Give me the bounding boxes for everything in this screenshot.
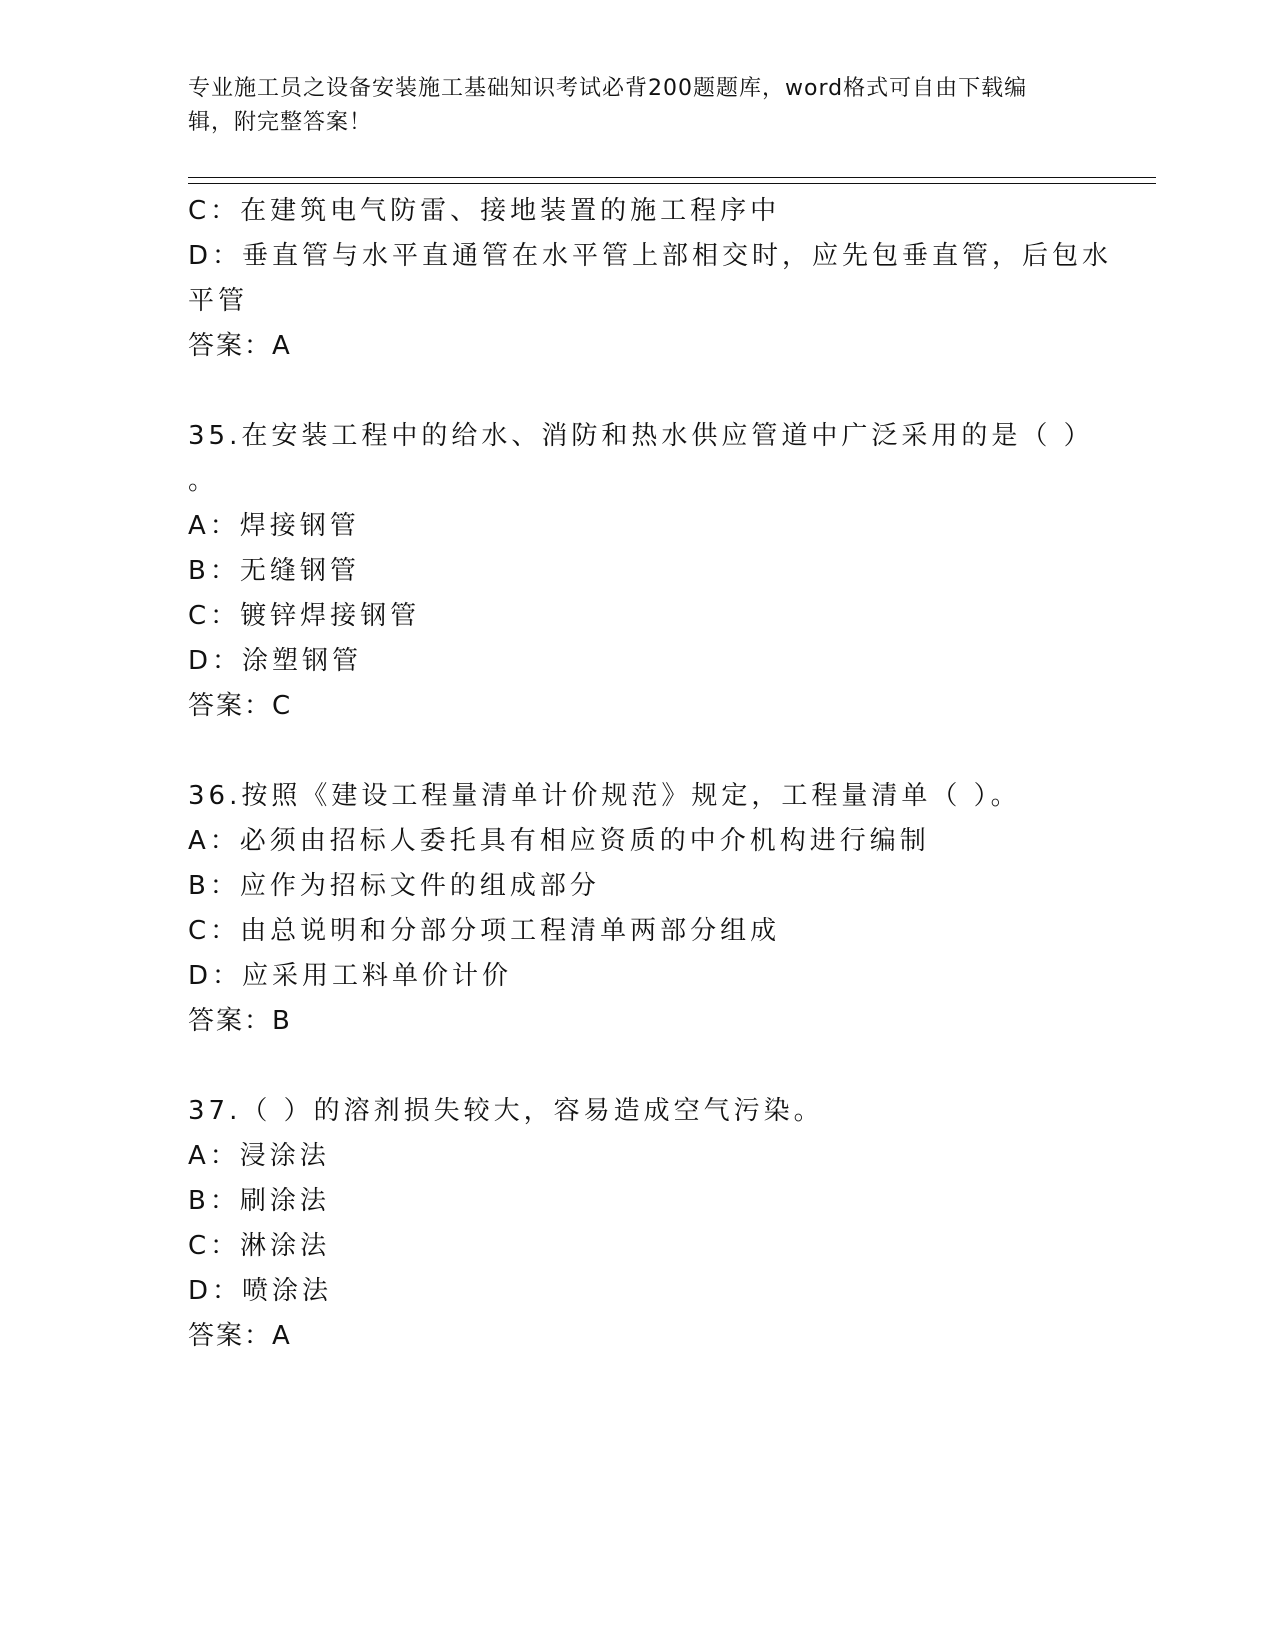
option-a: A：浸涂法: [188, 1141, 330, 1171]
header-divider-top: [188, 177, 1156, 178]
option-b: B：刷涂法: [188, 1186, 330, 1216]
question-37: [188, 1089, 1088, 1359]
previous-question-continuation: [188, 189, 1113, 369]
answer: 答案：A: [188, 331, 292, 361]
answer: 答案：C: [188, 691, 293, 721]
option-d: D：应采用工料单价计价: [188, 961, 513, 991]
option-c: C：镀锌焊接钢管: [188, 601, 421, 631]
question-stem: 37.（ ）的溶剂损失较大，容易造成空气污染。: [188, 1096, 824, 1126]
document-header: 专业施工员之设备安装施工基础知识考试必背200题题库，word格式可自由下载编辑，附完整答案！: [188, 76, 1028, 135]
option-b: B：应作为招标文件的组成部分: [188, 871, 600, 901]
option-d-continuation: 平管: [188, 286, 249, 316]
question-stem-continuation: 。: [188, 466, 219, 496]
question-35: [188, 414, 1094, 729]
option-a: A：焊接钢管: [188, 511, 360, 541]
option-c: C：在建筑电气防雷、接地装置的施工程序中: [188, 196, 781, 226]
option-d: D：喷涂法: [188, 1276, 333, 1306]
option-a: A：必须由招标人委托具有相应资质的中介机构进行编制: [188, 826, 930, 856]
option-d: D：垂直管与水平直通管在水平管上部相交时，应先包垂直管，后包水: [188, 241, 1113, 271]
spacer: [188, 729, 1088, 774]
option-c: C：淋涂法: [188, 1231, 331, 1261]
question-36: [188, 774, 1088, 1044]
answer: 答案：B: [188, 1006, 292, 1036]
question-stem: 36.按照《建设工程量清单计价规范》规定，工程量清单（ ）。: [188, 781, 1021, 811]
question-list: [188, 189, 1113, 1359]
option-c: C：由总说明和分部分项工程清单两部分组成: [188, 916, 781, 946]
answer: 答案：A: [188, 1321, 292, 1351]
option-b: B：无缝钢管: [188, 556, 360, 586]
spacer: [188, 1044, 1088, 1089]
header-divider-bottom: [188, 183, 1156, 184]
spacer: [188, 369, 1088, 414]
option-d: D：涂塑钢管: [188, 646, 363, 676]
question-stem: 35.在安装工程中的给水、消防和热水供应管道中广泛采用的是（ ）: [188, 421, 1094, 451]
